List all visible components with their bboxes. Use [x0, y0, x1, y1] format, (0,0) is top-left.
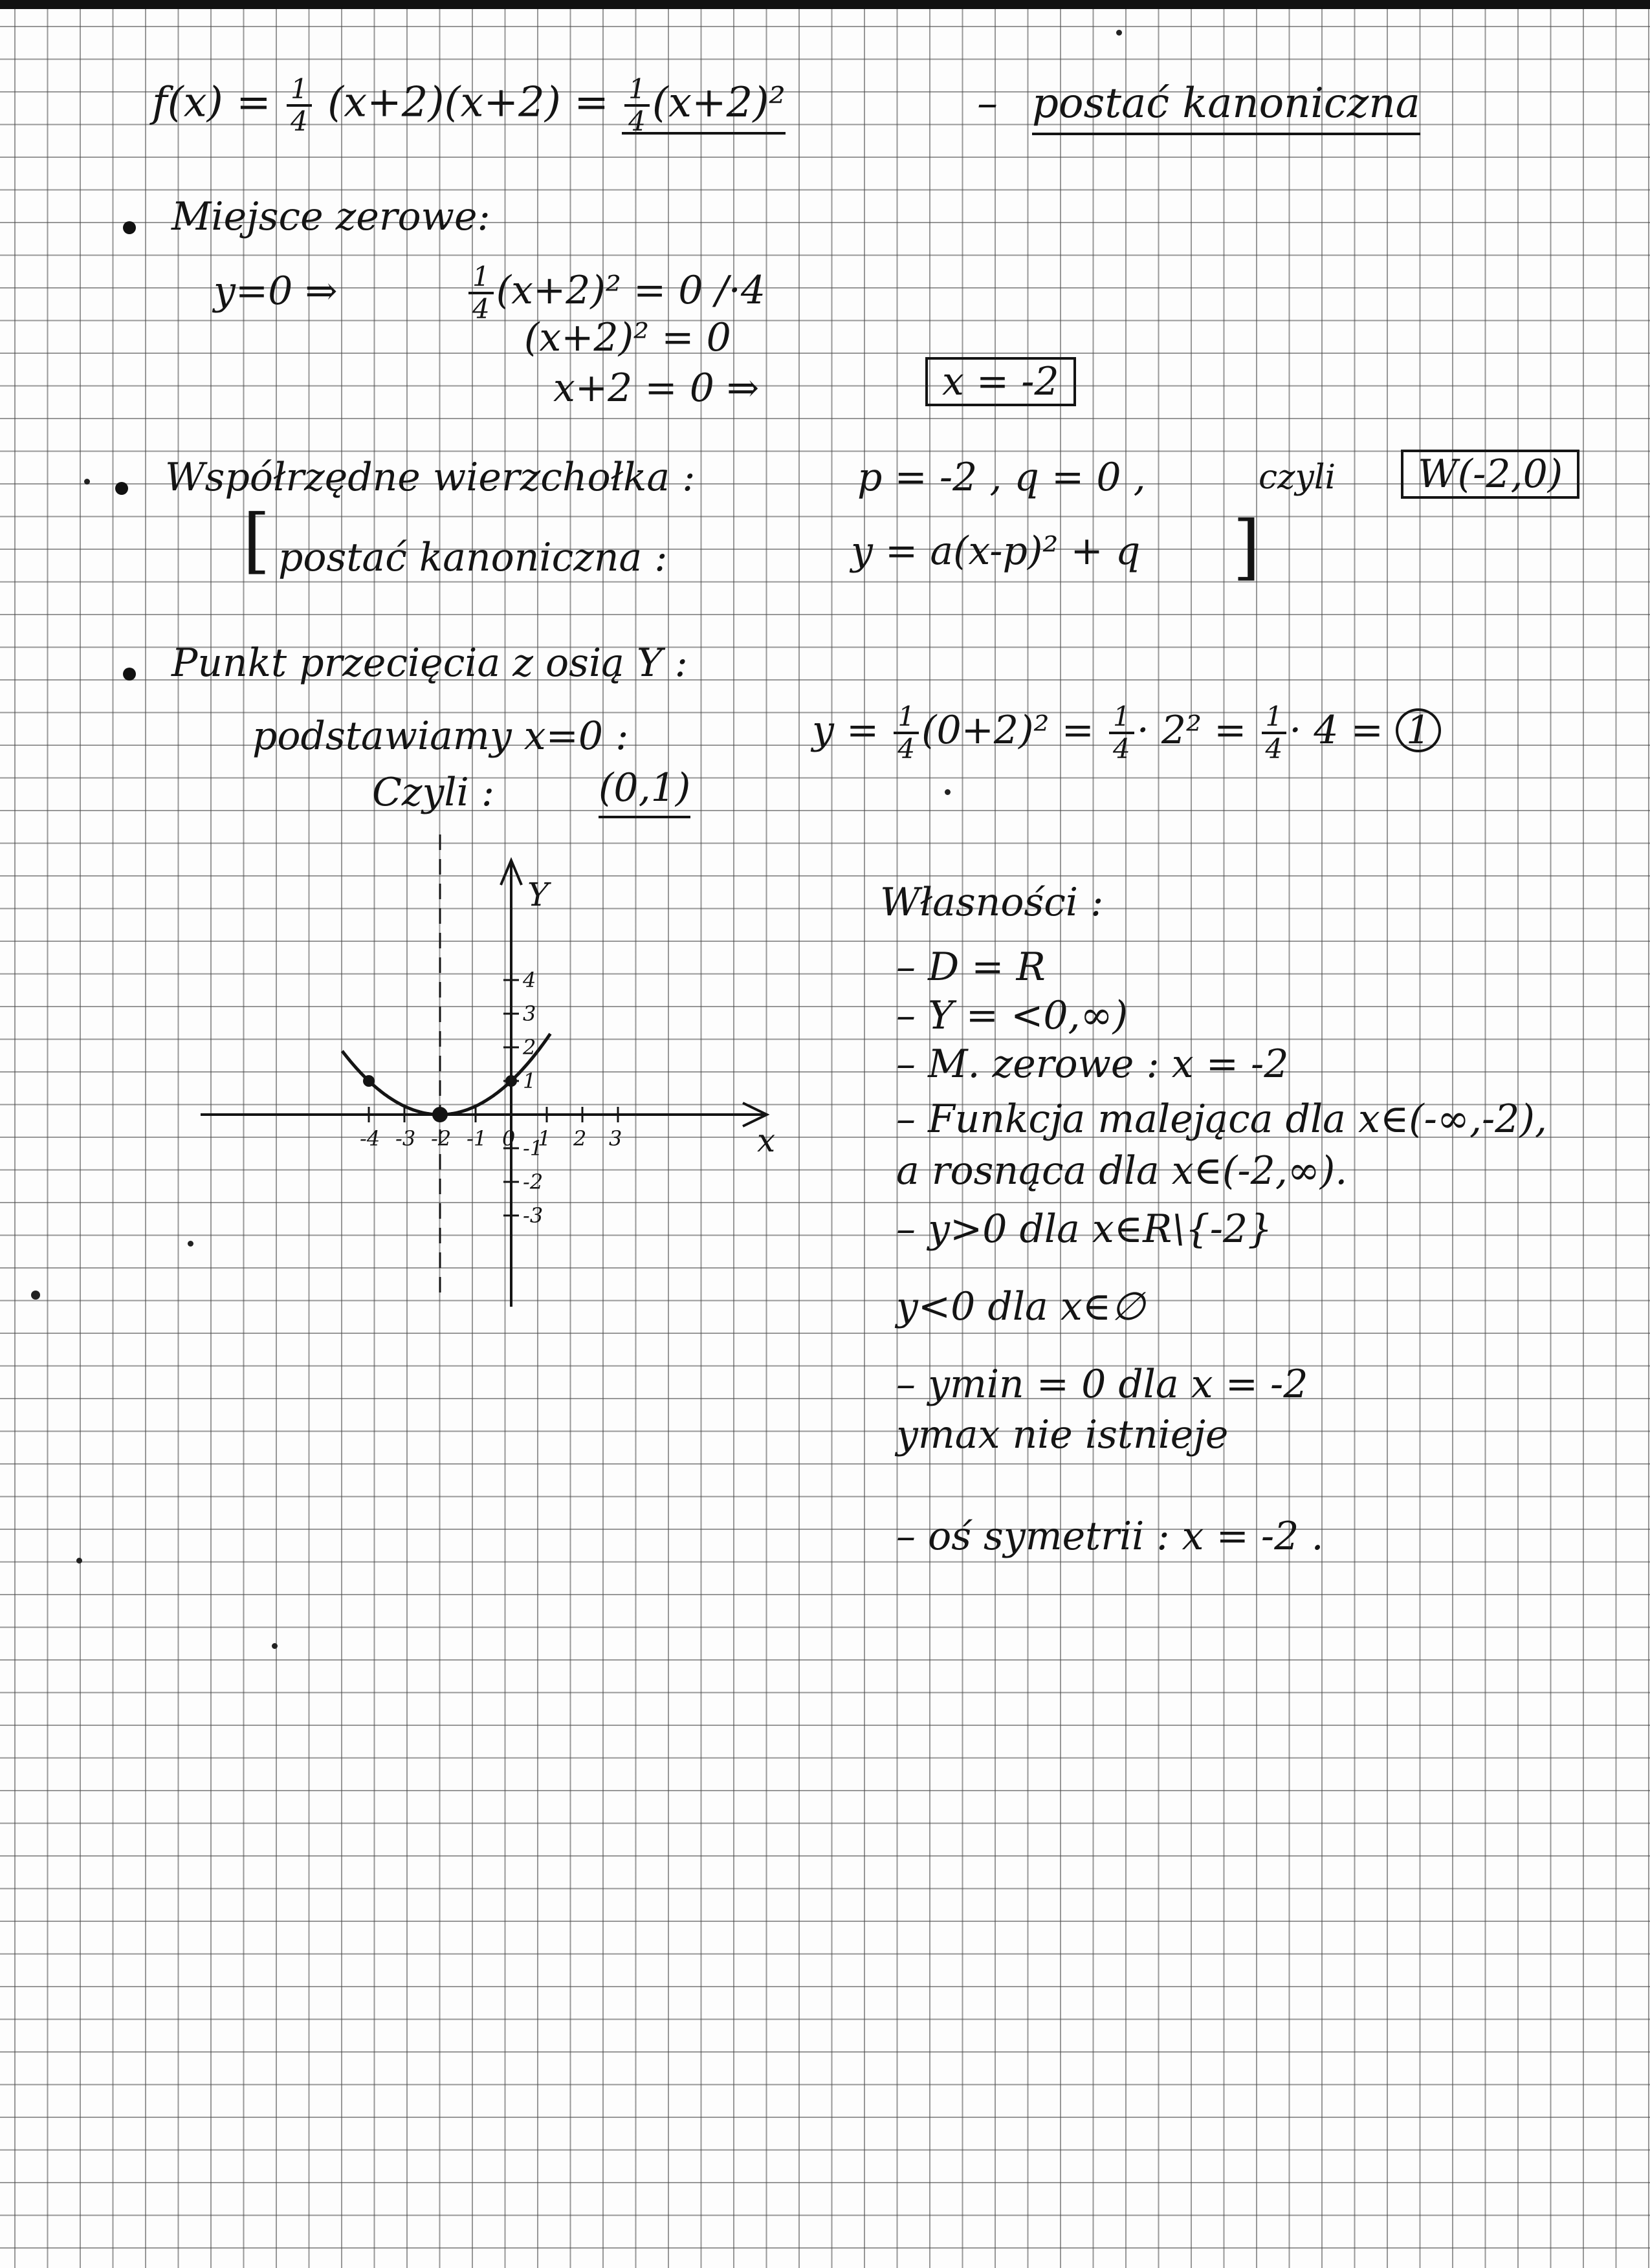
property-item: – y>0 dla x∈R\{-2} — [896, 1206, 1273, 1252]
canonical-general-label: postać kanoniczna : — [278, 535, 668, 580]
property-item: a rosnąca dla x∈(-2,∞). — [896, 1148, 1348, 1194]
scan-speck — [76, 1558, 82, 1564]
intercept-calculation: y = $\frac{1}{4}$ (0+2)² = $\frac{1}{4}$ · 2² = $\frac{1}{4}$ · 4 = 1 — [812, 702, 1441, 764]
x-tick-label: 0 — [502, 1126, 516, 1151]
scan-speck — [272, 1643, 278, 1649]
intercept-title: Punkt przecięcia z osią Y : — [171, 640, 688, 686]
property-item: y<0 dla x∈∅ — [896, 1284, 1145, 1329]
graph-point — [505, 1075, 517, 1087]
y-tick-label: -1 — [523, 1136, 544, 1161]
property-item: – oś symetrii : x = -2 . — [896, 1514, 1324, 1559]
x-axis-label: x — [757, 1122, 776, 1159]
property-item: ymax nie istnieje — [896, 1412, 1229, 1457]
x-tick-label: -3 — [395, 1126, 416, 1151]
property-item: – Funkcja malejąca dla x∈(-∞,-2), — [896, 1096, 1547, 1142]
x-tick-label: 2 — [573, 1126, 587, 1151]
y-tick-label: 4 — [523, 968, 536, 992]
canonical-general-formula: y = a(x-p)² + q — [851, 529, 1141, 574]
product-form: (x+2)(x+2) = — [327, 78, 609, 127]
canonical-form-label: postać kanoniczna — [1032, 83, 1420, 124]
intercept-czyli: Czyli : — [372, 770, 495, 815]
scan-speck — [31, 1291, 40, 1300]
vertex-czyli: czyli — [1259, 458, 1336, 497]
y-tick-label: -2 — [523, 1170, 544, 1194]
vertex-values: p = -2 , q = 0 , — [857, 455, 1146, 500]
x-tick-label: -2 — [431, 1126, 452, 1151]
scan-speck — [945, 789, 951, 795]
y-tick-label: 1 — [523, 1069, 536, 1093]
fraction-quarter-4: $\frac{1}{4}$ — [894, 702, 919, 764]
scan-speck — [188, 1241, 193, 1247]
y-tick-label: 2 — [523, 1035, 536, 1060]
property-item: – D = R — [896, 944, 1046, 990]
x-tick-label: 1 — [538, 1126, 551, 1151]
intercept-substitute: podstawiamy x=0 : — [252, 714, 629, 759]
intercept-point: (0,1) — [599, 769, 690, 807]
zeros-equation-2: (x+2)² = 0 — [524, 315, 731, 360]
zeros-equation-left: y=0 ⇒ — [214, 268, 338, 314]
fraction-quarter-2: $\frac{1}{4}$ — [624, 74, 650, 136]
fraction-quarter-5: $\frac{1}{4}$ — [1109, 702, 1134, 764]
canonical-dash: – — [977, 80, 998, 127]
y-axis-label: Y — [527, 876, 549, 913]
parabola-curve — [342, 1034, 551, 1115]
function-name: f(x) = — [152, 78, 271, 127]
zeros-equation-right: $\frac{1}{4}$ (x+2)² = 0 /·4 — [466, 262, 765, 324]
vertex-title: Współrzędne wierzchołka : — [165, 455, 696, 500]
graph-point — [363, 1075, 375, 1087]
bracket-close: ] — [1233, 505, 1260, 588]
vertex-answer-box: W(-2,0) — [1401, 450, 1579, 499]
intercept-result-circled: 1 — [1396, 708, 1441, 752]
x-tick-label: -1 — [467, 1126, 487, 1151]
properties-title: Własności : — [880, 880, 1104, 925]
x-tick-label: 3 — [609, 1126, 622, 1151]
fraction-quarter-3: $\frac{1}{4}$ — [468, 262, 494, 324]
property-item: – ymin = 0 dla x = -2 — [896, 1362, 1308, 1407]
graph-point — [432, 1107, 448, 1122]
bracket-open: [ — [243, 499, 270, 582]
y-tick-label: 3 — [523, 1001, 536, 1026]
fraction-quarter-6: $\frac{1}{4}$ — [1262, 702, 1287, 764]
y-tick-label: -3 — [523, 1203, 544, 1228]
scan-speck — [1116, 30, 1122, 36]
zeros-equation-3: x+2 = 0 ⇒ — [553, 365, 760, 411]
scan-speck — [84, 479, 90, 485]
fraction-quarter: $\frac{1}{4}$ — [287, 74, 312, 136]
square-form: (x+2)² — [652, 78, 786, 127]
property-item: – Y = <0,∞) — [896, 993, 1128, 1038]
property-item: – M. zerowe : x = -2 — [896, 1041, 1289, 1087]
zeros-title: Miejsce zerowe: — [171, 194, 490, 239]
x-tick-label: -4 — [360, 1126, 380, 1151]
zero-answer-box: x = -2 — [925, 357, 1076, 406]
